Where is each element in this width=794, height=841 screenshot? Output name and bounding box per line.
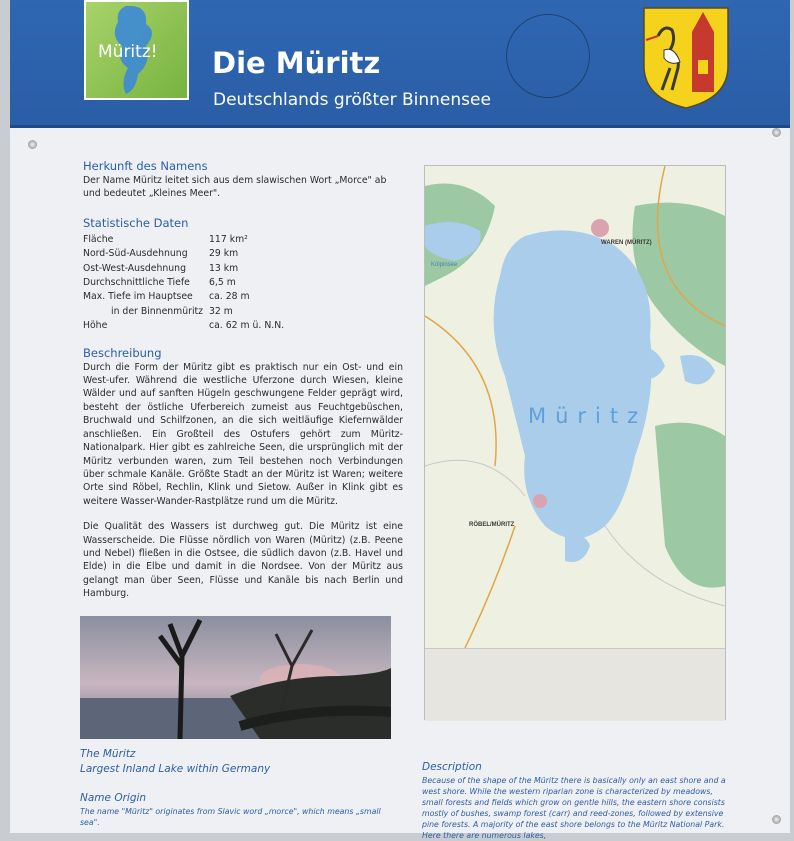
stat-label: in der Binnenmüritz [111,305,204,317]
english-text-column [80,747,400,828]
coat-of-arms-icon [642,6,730,110]
description-paragraph: Die Qualität des Wassers ist durchweg gut. Die Müritz ist eine Wasserscheide. Die Flüsse nördlich von Waren (Müritz) (z.B. Peene und Nebel) fließen in die Ostsee, die südlich davon (z.B. Havel und Elde) in die Elbe und damit in die Nordsee. Von der Müritz aus gelangt man über Seen, Flüsse und Kanäle bis nach Berlin und Hamburg. [83,521,403,600]
map-legend [425,648,725,721]
mueritz-logo [84,0,189,100]
mounting-circle [506,14,590,98]
header-banner [10,0,790,128]
description-heading: Beschreibung [83,345,162,360]
english-name-origin-text: The name "Müritz" originates from Slavic word „morce", which means „small sea". [80,807,381,827]
screw-icon [28,140,37,149]
page-subtitle: Deutschlands größter Binnensee [213,90,491,110]
stat-label: Ost-West-Ausdehnung [83,262,186,274]
screw-icon [772,815,781,824]
english-name-origin-heading: Name Origin [80,792,147,804]
english-description-heading: Description [422,761,482,773]
stat-label: Durchschnittliche Tiefe [83,277,190,289]
stat-value: 6,5 m [209,277,236,289]
map-town-label: WAREN (MÜRITZ) [601,240,652,246]
map-lake-label: Müritz [528,404,648,428]
stat-value: 117 km² [209,233,248,245]
map-town-label: RÖBEL/MÜRITZ [469,522,515,528]
name-origin-text: Der Name Müritz leitet sich aus dem slawischen Wort „Morce" ab und bedeutet „Kleines Meer". [83,175,387,200]
stat-value: 32 m [209,305,233,317]
name-origin-heading: Herkunft des Namens [83,159,208,173]
info-board [10,0,790,840]
english-description [422,760,732,841]
stat-value: 29 km [209,248,239,260]
english-description-text: Because of the shape of the Müritz there is basically only an east shore and a west shore. While the western riparian zone is characterized by meadows, small forests and fields which grow on gentle hills, the eastern shore consists mostly of bushes, swamp forest (carr) and reed-zones, followed by extensive pine forests. A majority of the east shore belongs to the Müritz National Park. Here there are numerous lakes, [422,776,726,840]
english-subtitle: Largest Inland Lake within Germany [80,763,271,775]
german-text-column [83,158,403,601]
english-title: The Müritz [80,748,136,760]
stat-label: Nord-Süd-Ausdehnung [83,248,188,260]
stat-label: Max. Tiefe im Hauptsee [83,291,193,303]
stat-label: Fläche [83,233,114,245]
map-town-label: Kölpinsee [431,262,458,268]
stat-value: 13 km [209,262,239,274]
lake-photo [80,616,391,739]
description-paragraph: Durch die Form der Müritz gibt es praktisch nur ein Ost- und ein West-ufer. Während die westliche Uferzone durch Wiesen, kleine Wälder und auf sanften Hügeln geschwungene Felder geprägt wird, besteht der östliche Uferbereich zumeist aus Feuchtgebüschen, Bruchwald und Schilfzonen, an die sich weitläufige Kiefernwälder anschließen. Ein Großteil des Ostufers gehört zum Müritz-Nationalpark. Hier gibt es zahlreiche Seen, die ursprünglich mit der Müritz verbunden waren, zum Teil bestehen noch Verbindungen über schmale Kanäle. Größte Stadt an der Müritz ist Waren; weitere Orte sind Röbel, Rechlin, Klink und Sietow. Außer in Klink gibt es weitere Wasser-Wander-Rastplätze rund um die Müritz. [83,361,403,507]
stat-value: ca. 28 m [209,291,250,303]
screw-icon [772,128,781,137]
stat-label: Höhe [83,320,108,332]
statistics-heading: Statistische Daten [83,215,189,230]
lake-map [424,165,726,720]
statistics-table [83,233,403,333]
page-title: Die Müritz [212,46,381,80]
logo-text: Müritz! [98,42,158,62]
stat-value: ca. 62 m ü. N.N. [209,320,285,332]
